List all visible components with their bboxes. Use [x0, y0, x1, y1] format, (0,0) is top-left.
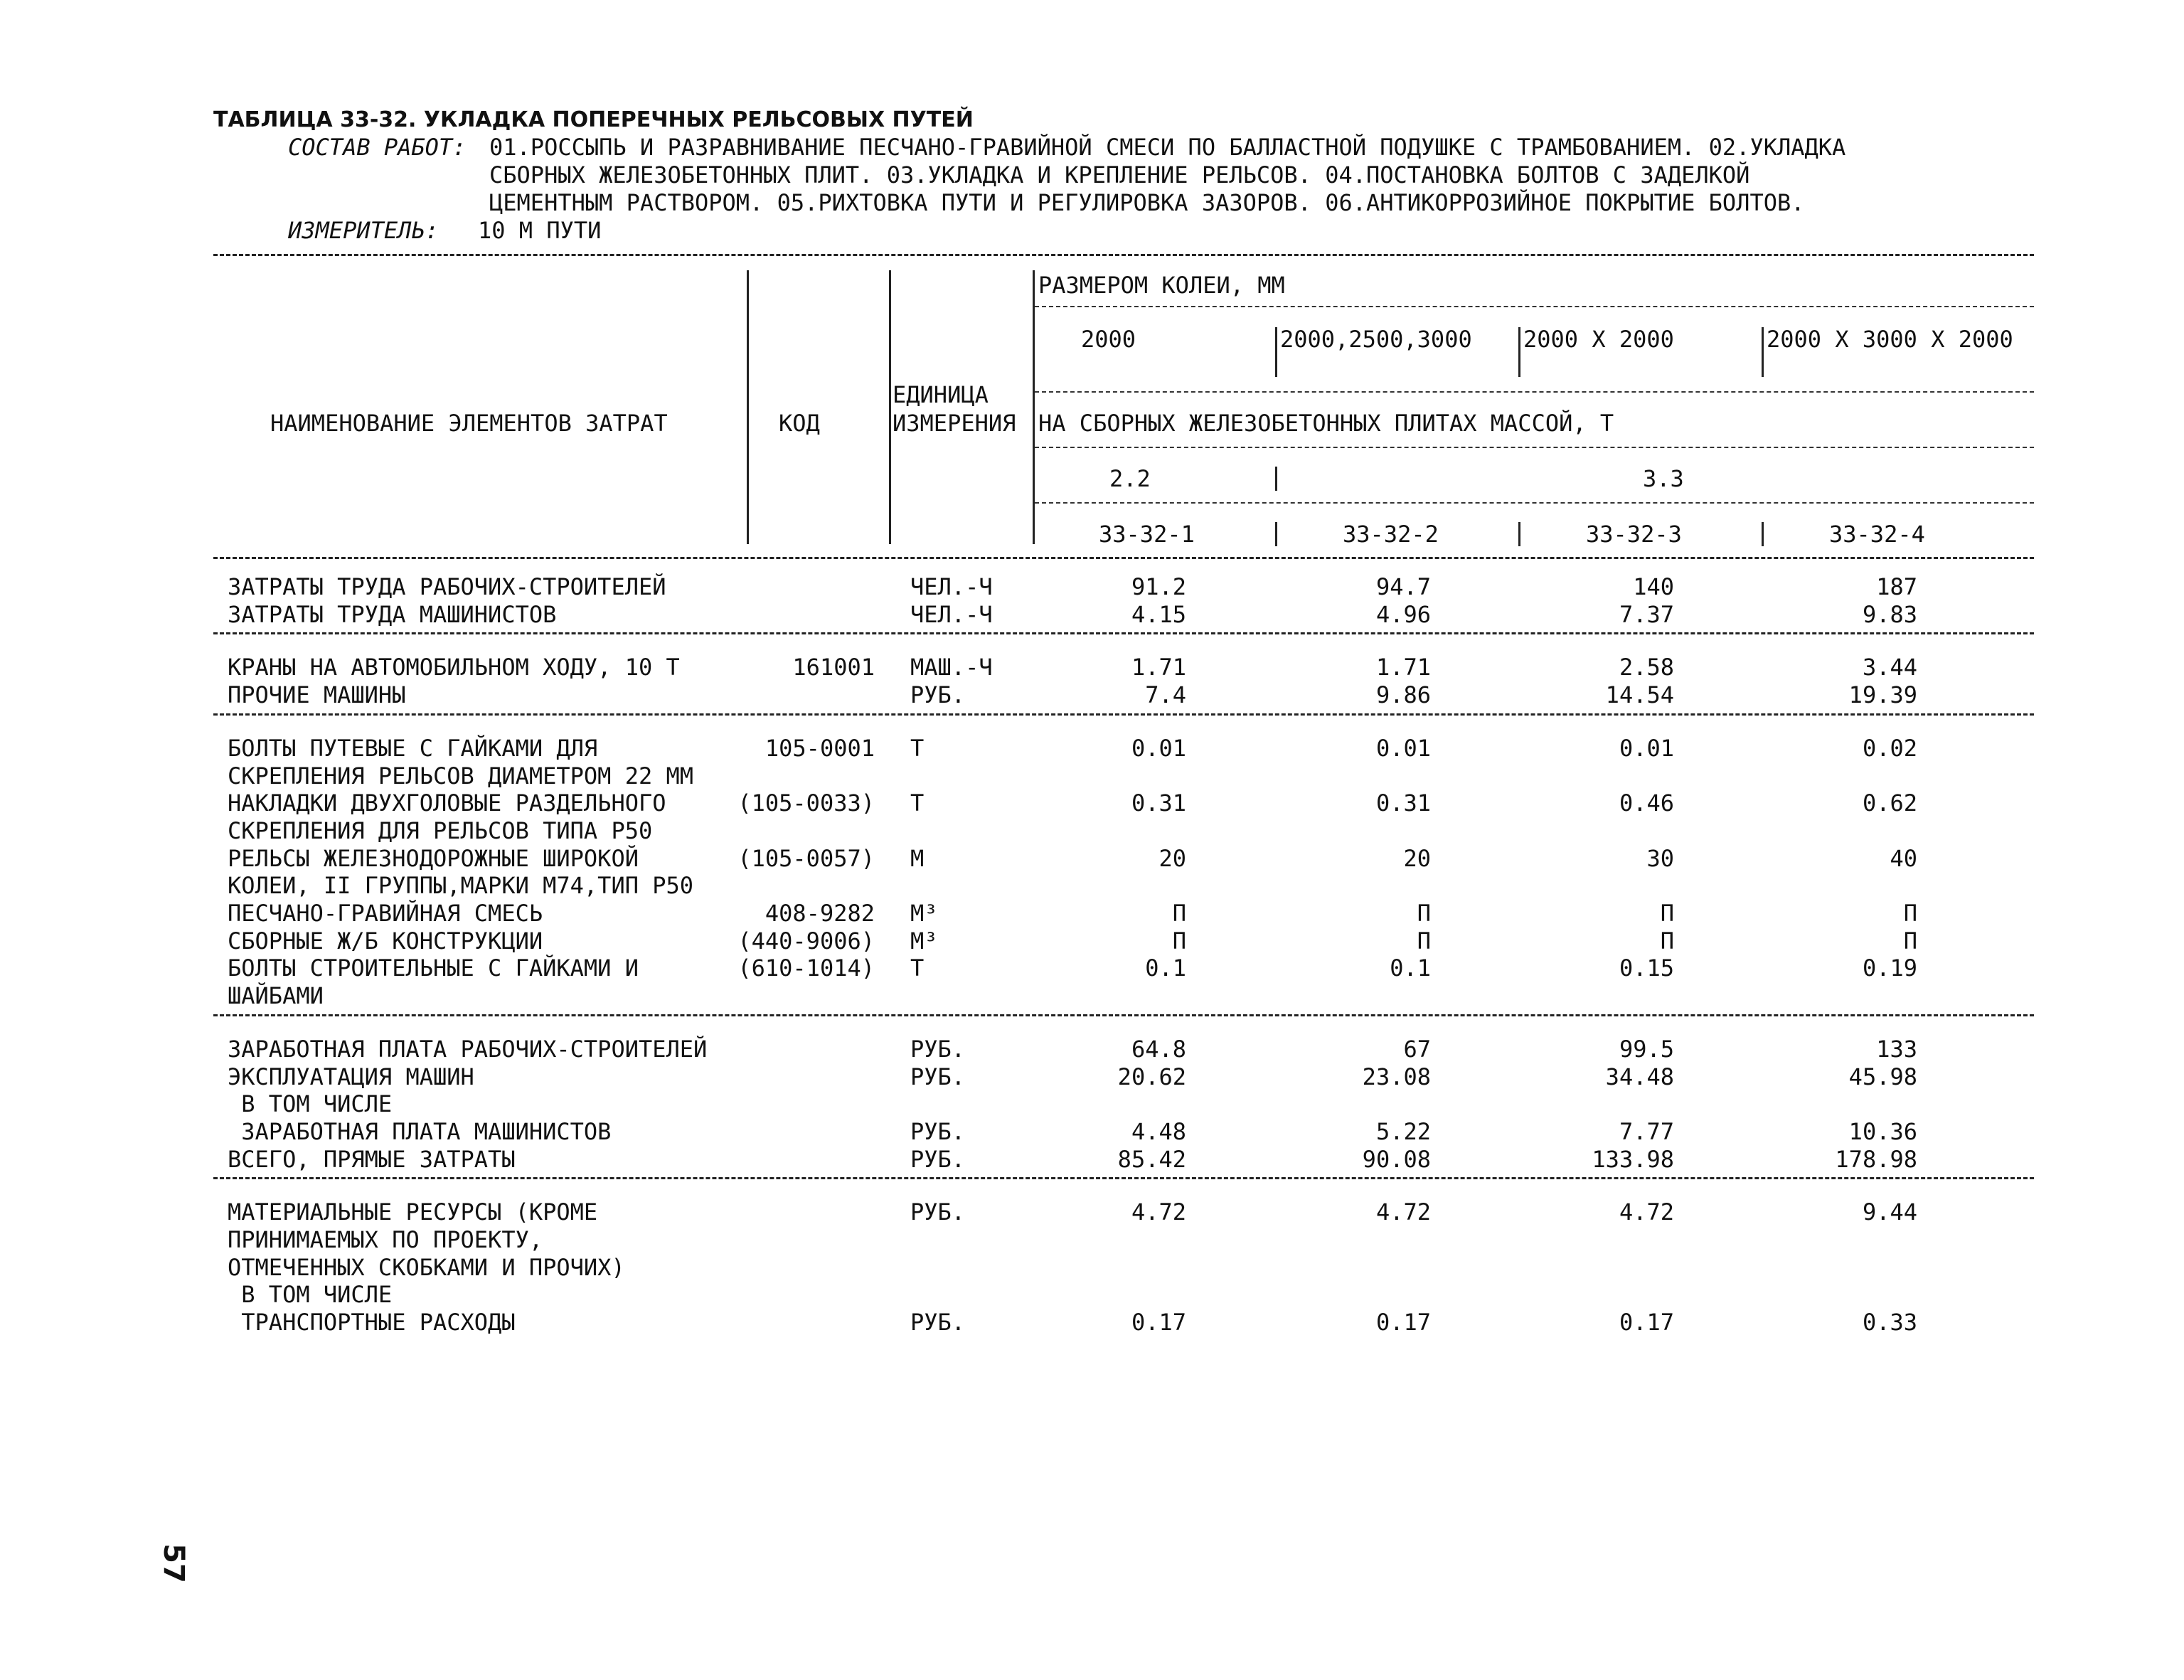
row-name: ТРАНСПОРТНЫЕ РАСХОДЫ [228, 1309, 516, 1336]
row-value: 85.42 [1117, 1145, 1186, 1173]
row-value: 7.4 [1145, 681, 1186, 709]
row-value: 20 [1158, 844, 1186, 872]
code-header: 33-32-1 [1099, 521, 1195, 548]
row-code: (440-9006) [737, 927, 875, 955]
table-title: ТАБЛИЦА 33-32. УКЛАДКА ПОПЕРЕЧНЫХ РЕЛЬСОВЫХ ПУТЕЙ [213, 107, 974, 132]
gauge-value: 2000 X 2000 [1523, 326, 1674, 353]
code-header: 33-32-2 [1343, 521, 1439, 548]
row-code: 161001 [792, 654, 875, 681]
row-value: П [1172, 900, 1186, 927]
row-value: П [1903, 927, 1917, 955]
header-rule [1035, 391, 2034, 393]
row-value: 0.02 [1862, 734, 1917, 762]
row-value: 0.31 [1131, 790, 1186, 817]
row-value: 0.17 [1619, 1309, 1674, 1336]
header-rule [1035, 306, 2034, 307]
row-name: ШАЙБАМИ [228, 982, 324, 1010]
row-name: ЗАРАБОТНАЯ ПЛАТА РАБОЧИХ-СТРОИТЕЛЕЙ [228, 1035, 708, 1063]
row-name: БОЛТЫ ПУТЕВЫЕ С ГАЙКАМИ ДЛЯ [228, 734, 598, 762]
row-value: П [1417, 900, 1431, 927]
row-value: 0.01 [1131, 734, 1186, 762]
row-name: ЗАРАБОТНАЯ ПЛАТА МАШИНИСТОВ [228, 1117, 612, 1145]
row-value: 187 [1876, 573, 1917, 600]
measure-label: ИЗМЕРИТЕЛЬ: [288, 217, 439, 244]
row-value: 4.72 [1619, 1198, 1674, 1226]
page-number: 57 [156, 1543, 190, 1583]
row-value: 4.96 [1375, 600, 1431, 628]
row-name: КОЛЕИ, II ГРУППЫ,МАРКИ М74,ТИП Р50 [228, 872, 694, 900]
row-value: 19.39 [1848, 681, 1917, 709]
mass-value: 3.3 [1643, 465, 1684, 492]
row-unit: Т [910, 955, 925, 982]
header-bottom-rule [213, 557, 2034, 559]
row-value: 0.33 [1862, 1309, 1917, 1336]
row-value: 1.71 [1375, 654, 1431, 681]
mass-value: 2.2 [1109, 465, 1151, 492]
row-name: ЗАТРАТЫ ТРУДА МАШИНИСТОВ [228, 600, 557, 628]
name-column-header: НАИМЕНОВАНИЕ ЭЛЕМЕНТОВ ЗАТРАТ [270, 410, 668, 437]
row-value: 140 [1633, 573, 1674, 600]
row-value: 0.17 [1375, 1309, 1431, 1336]
row-value: 0.01 [1619, 734, 1674, 762]
row-unit: М³ [910, 927, 938, 955]
row-value: 4.72 [1375, 1198, 1431, 1226]
header-rule [1035, 447, 2034, 448]
row-value: 0.1 [1145, 955, 1186, 982]
row-value: 0.46 [1619, 790, 1674, 817]
code-divider [1762, 522, 1764, 546]
row-unit: РУБ. [910, 681, 966, 709]
row-name: В ТОМ ЧИСЛЕ [228, 1090, 393, 1118]
row-unit: МАШ.-Ч [910, 654, 993, 681]
row-unit: Т [910, 734, 925, 762]
row-value: 3.44 [1862, 654, 1917, 681]
code-column-header: КОД [779, 410, 820, 437]
row-value: 90.08 [1362, 1145, 1431, 1173]
row-value: 133.98 [1592, 1145, 1674, 1173]
row-value: 14.54 [1605, 681, 1674, 709]
row-name: В ТОМ ЧИСЛЕ [228, 1281, 393, 1309]
row-value: П [1903, 900, 1917, 927]
gauge-value: 2000,2500,3000 [1280, 326, 1472, 353]
row-unit: М³ [910, 900, 938, 927]
row-unit: РУБ. [910, 1035, 966, 1063]
row-value: 0.17 [1131, 1309, 1186, 1336]
row-value: 133 [1876, 1035, 1917, 1063]
row-value: 9.83 [1862, 600, 1917, 628]
row-unit: РУБ. [910, 1063, 966, 1090]
gauge-divider [1518, 327, 1520, 377]
row-value: 91.2 [1131, 573, 1186, 600]
row-name: СКРЕПЛЕНИЯ ДЛЯ РЕЛЬСОВ ТИПА Р50 [228, 817, 653, 844]
row-value: 20.62 [1117, 1063, 1186, 1090]
slabs-header: НА СБОРНЫХ ЖЕЛЕЗОБЕТОННЫХ ПЛИТАХ МАССОЙ, Т [1038, 410, 1614, 437]
row-value: 34.48 [1605, 1063, 1674, 1090]
gauge-value: 2000 X 3000 X 2000 [1767, 326, 2013, 353]
row-code: 408-9282 [765, 900, 875, 927]
row-code: (105-0033) [737, 790, 875, 817]
row-value: П [1417, 927, 1431, 955]
row-value: 1.71 [1131, 654, 1186, 681]
row-name: ПРИНИМАЕМЫХ ПО ПРОЕКТУ, [228, 1226, 543, 1253]
code-divider [1518, 522, 1520, 546]
row-unit: РУБ. [910, 1117, 966, 1145]
code-header: 33-32-3 [1586, 521, 1682, 548]
row-name: РЕЛЬСЫ ЖЕЛЕЗНОДОРОЖНЫЕ ШИРОКОЙ [228, 844, 639, 872]
row-code: (610-1014) [737, 955, 875, 982]
row-unit: Т [910, 790, 925, 817]
row-value: 30 [1646, 844, 1674, 872]
composition-line: 01.РОССЫПЬ И РАЗРАВНИВАНИЕ ПЕСЧАНО-ГРАВИЙНОЙ СМЕСИ ПО БАЛЛАСТНОЙ ПОДУШКЕ С ТРАМБОВАНИЕМ. 02.УКЛАДКА [489, 134, 1846, 161]
row-value: 0.01 [1375, 734, 1431, 762]
code-header: 33-32-4 [1829, 521, 1925, 548]
unit-header: ИЗМЕРЕНИЯ [893, 410, 1016, 437]
code-divider [1275, 522, 1277, 546]
row-value: П [1172, 927, 1186, 955]
row-name: ЗАТРАТЫ ТРУДА РАБОЧИХ-СТРОИТЕЛЕЙ [228, 573, 666, 600]
row-code: (105-0057) [737, 844, 875, 872]
row-value: 94.7 [1375, 573, 1431, 600]
row-unit: ЧЕЛ.-Ч [910, 573, 993, 600]
gauge-value: 2000 [1081, 326, 1136, 353]
row-code: 105-0001 [765, 734, 875, 762]
composition-line: ЦЕМЕНТНЫМ РАСТВОРОМ. 05.РИХТОВКА ПУТИ И РЕГУЛИРОВКА ЗАЗОРОВ. 06.АНТИКОРРОЗИЙНОЕ ПОКРЫТИЕ БОЛТОВ. [489, 189, 1805, 216]
row-name: СКРЕПЛЕНИЯ РЕЛЬСОВ ДИАМЕТРОМ 22 ММ [228, 762, 694, 790]
row-value: 10.36 [1848, 1117, 1917, 1145]
row-unit: РУБ. [910, 1198, 966, 1226]
measure-value: 10 М ПУТИ [478, 217, 602, 244]
section-rule [213, 713, 2034, 716]
row-name: БОЛТЫ СТРОИТЕЛЬНЫЕ С ГАЙКАМИ И [228, 955, 639, 982]
row-value: 9.86 [1375, 681, 1431, 709]
row-name: ЭКСПЛУАТАЦИЯ МАШИН [228, 1063, 474, 1090]
row-unit: РУБ. [910, 1145, 966, 1173]
row-name: КРАНЫ НА АВТОМОБИЛЬНОМ ХОДУ, 10 Т [228, 654, 680, 681]
row-value: П [1660, 900, 1674, 927]
section-rule [213, 1177, 2034, 1179]
row-value: 5.22 [1375, 1117, 1431, 1145]
row-value: 178.98 [1835, 1145, 1917, 1173]
row-name: ВСЕГО, ПРЯМЫЕ ЗАТРАТЫ [228, 1145, 516, 1173]
row-value: 2.58 [1619, 654, 1674, 681]
header-divider [889, 270, 891, 544]
gauge-header: РАЗМЕРОМ КОЛЕИ, ММ [1038, 272, 1285, 299]
mass-divider [1275, 467, 1277, 491]
row-value: 9.44 [1862, 1198, 1917, 1226]
unit-header: ЕДИНИЦА [893, 381, 989, 408]
row-value: 0.31 [1375, 790, 1431, 817]
row-value: 4.15 [1131, 600, 1186, 628]
row-name: ПЕСЧАНО-ГРАВИЙНАЯ СМЕСЬ [228, 900, 543, 927]
row-name: ОТМЕЧЕННЫХ СКОБКАМИ И ПРОЧИХ) [228, 1253, 625, 1281]
row-value: 0.1 [1390, 955, 1431, 982]
row-value: 0.19 [1862, 955, 1917, 982]
row-value: 40 [1890, 844, 1917, 872]
row-name: МАТЕРИАЛЬНЫЕ РЕСУРСЫ (КРОМЕ [228, 1198, 598, 1226]
row-value: 45.98 [1848, 1063, 1917, 1090]
gauge-divider [1762, 327, 1764, 377]
table-top-rule [213, 254, 2034, 256]
row-value: 23.08 [1362, 1063, 1431, 1090]
section-rule [213, 632, 2034, 634]
row-unit: М [910, 844, 925, 872]
row-name: ПРОЧИЕ МАШИНЫ [228, 681, 406, 709]
gauge-divider [1275, 327, 1277, 377]
header-divider [747, 270, 749, 544]
composition-label: СОСТАВ РАБОТ: [288, 134, 467, 161]
header-rule [1035, 502, 2034, 504]
row-value: 4.48 [1131, 1117, 1186, 1145]
row-name: СБОРНЫЕ Ж/Б КОНСТРУКЦИИ [228, 927, 543, 955]
row-value: 99.5 [1619, 1035, 1674, 1063]
row-value: 67 [1403, 1035, 1431, 1063]
row-value: 4.72 [1131, 1198, 1186, 1226]
row-unit: РУБ. [910, 1309, 966, 1336]
composition-line: СБОРНЫХ ЖЕЛЕЗОБЕТОННЫХ ПЛИТ. 03.УКЛАДКА И КРЕПЛЕНИЕ РЕЛЬСОВ. 04.ПОСТАНОВКА БОЛТОВ С ЗАДЕЛКОЙ [489, 161, 1750, 188]
row-value: 20 [1403, 844, 1431, 872]
row-value: П [1660, 927, 1674, 955]
row-value: 7.37 [1619, 600, 1674, 628]
row-value: 64.8 [1131, 1035, 1186, 1063]
row-value: 0.15 [1619, 955, 1674, 982]
row-value: 0.62 [1862, 790, 1917, 817]
section-rule [213, 1014, 2034, 1016]
row-unit: ЧЕЛ.-Ч [910, 600, 993, 628]
row-value: 7.77 [1619, 1117, 1674, 1145]
row-name: НАКЛАДКИ ДВУХГОЛОВЫЕ РАЗДЕЛЬНОГО [228, 790, 666, 817]
